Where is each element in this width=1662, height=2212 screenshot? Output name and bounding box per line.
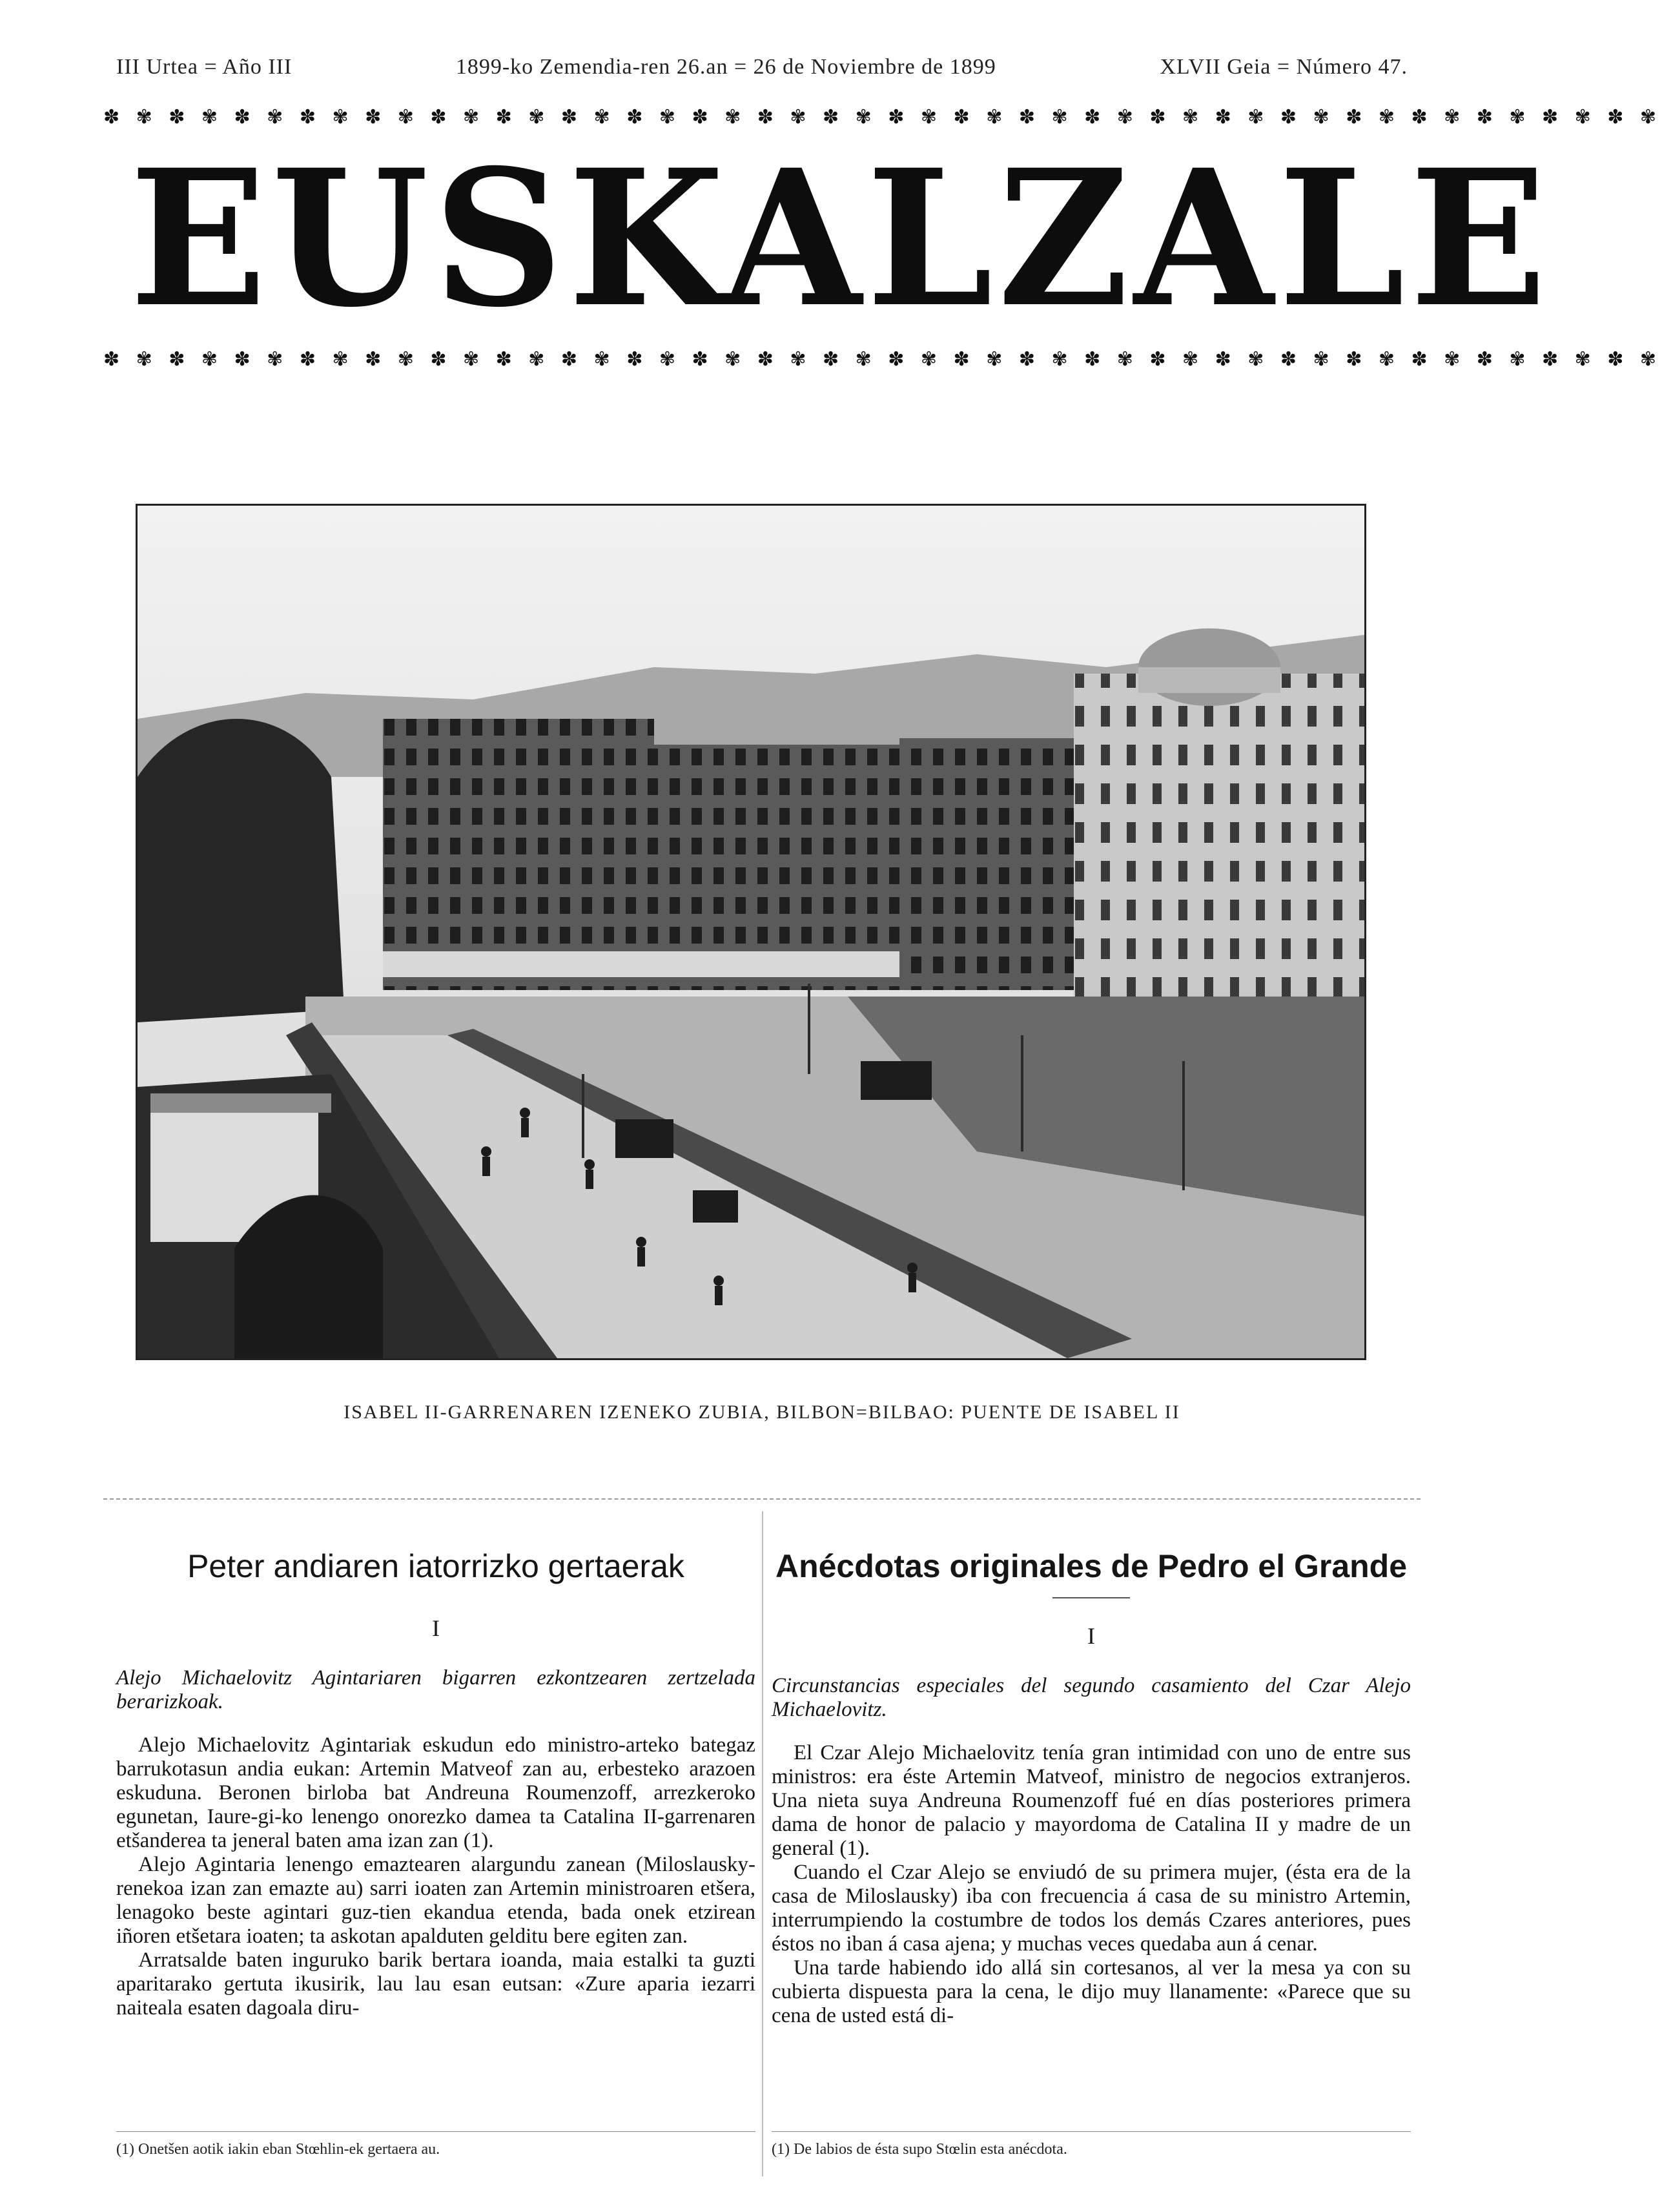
ornament-border-top: ✽ ✾ ✽ ✾ ✽ ✾ ✽ ✾ ✽ ✾ ✽ ✾ ✽ ✾ ✽ ✾ ✽ ✾ ✽ ✾ ✽ ✾ ✽ ✾ ✽ ✾ ✽ ✾ ✽ ✾ ✽ ✾ ✽ ✾ ✽ ✾ ✽ ✾ ✽ ✾ ✽ ✾ ✽ ✾ ✽ ✾ ✽ ✾ bbox=[103, 107, 1662, 128]
column-divider bbox=[762, 1511, 763, 2176]
basque-paragraph: Alejo Agintaria lenengo emaztearen alargundu zanean (Miloslausky-renekoa izan zan emazte au) sarri ioaten zan Artemin ministroaren etšera, lenagoko beste agintari guz-tien ekandua etenda, bada onek etzirean iñoren etšetara ioaten; ta askotan apalduten gelditu bere egiten zan. bbox=[116, 1853, 755, 1948]
spanish-paragraph: Cuando el Czar Alejo se enviudó de su primera mujer, (ésta era de la casa de Miloslausky) iba con frecuencia á casa de su ministro Artemin, interrumpiendo la costumbre de todos los demás Czares anteriores, pues éstos no iban á casa ajena; y muchas veces quedaba aun á cenar. bbox=[772, 1861, 1411, 1956]
section-divider bbox=[103, 1498, 1421, 1500]
photo-caption: ISABEL II-GARRENAREN IZENEKO ZUBIA, BILBON=BILBAO: PUENTE DE ISABEL II bbox=[344, 1401, 1180, 1423]
basque-subtitle: Alejo Michaelovitz Agintariaren bigarren ezkontzearen zertzelada berarizkoak. bbox=[116, 1666, 755, 1713]
bridge-photograph bbox=[136, 504, 1366, 1360]
bridge-photo-illustration bbox=[138, 506, 1364, 1358]
ornament-border-bottom: ✽ ✾ ✽ ✾ ✽ ✾ ✽ ✾ ✽ ✾ ✽ ✾ ✽ ✾ ✽ ✾ ✽ ✾ ✽ ✾ ✽ ✾ ✽ ✾ ✽ ✾ ✽ ✾ ✽ ✾ ✽ ✾ ✽ ✾ ✽ ✾ ✽ ✾ ✽ ✾ ✽ ✾ ✽ ✾ ✽ ✾ ✽ ✾ bbox=[103, 349, 1662, 370]
spanish-paragraph: El Czar Alejo Michaelovitz tenía gran intimidad con uno de entre sus ministros: era éste Artemin Matveof, ministro de negocios extranjeros. Una nieta suya Andreuna Roumenzoff fué en días posteriores primera dama de honor de palacio y mayordoma de Catalina II y madre de un general (1). bbox=[772, 1741, 1411, 1860]
header-number: XLVII Geia = Número 47. bbox=[1160, 55, 1408, 79]
basque-paragraph: Arratsalde baten inguruko barik bertara ioanda, maia estalki ta guzti aparitarako gertuta ikusirik, lau lau esan eutsan: «Zure aparia iezarri naiteala esaten dagoala diru- bbox=[116, 1948, 755, 2020]
basque-section-number: I bbox=[432, 1615, 440, 1641]
spanish-article-title: Anécdotas originales de Pedro el Grande bbox=[775, 1548, 1408, 1584]
basque-article-title: Peter andiaren iatorrizko gertaerak bbox=[187, 1548, 684, 1584]
header-date: 1899-ko Zemendia-ren 26.an = 26 de Noviembre de 1899 bbox=[455, 55, 996, 79]
spanish-section-number: I bbox=[1087, 1623, 1095, 1649]
spanish-column bbox=[772, 1547, 1411, 2028]
basque-paragraph: Alejo Michaelovitz Agintariak eskudun edo ministro-arteko bategaz barrukotasun andia eukan: Artemin Matveof zan au, erbesteko arazoen eskuduna. Beronen birloba bat Andreuna Roumenzoff, arrezkeroko egunetan, Iaure-gi-ko lenengo onorezko damea ta Catalina II-garrenaren etšanderea ta jeneral baten ama izan zan (1). bbox=[116, 1733, 755, 1852]
basque-column bbox=[116, 1547, 755, 2020]
spanish-paragraph: Una tarde habiendo ido allá sin cortesanos, al ver la mesa ya con su cubierta dispuesta para la cena, le dijo muy llanamente: «Parece que su cena de usted está di- bbox=[772, 1956, 1411, 2027]
spanish-subtitle: Circunstancias especiales del segundo casamiento del Czar Alejo Michaelovitz. bbox=[772, 1674, 1411, 1721]
issue-header bbox=[116, 55, 1408, 79]
header-year: III Urtea = Año III bbox=[116, 55, 292, 79]
masthead-title: EUSKALZALE bbox=[129, 129, 1552, 349]
title-underline bbox=[1052, 1597, 1130, 1598]
basque-footnote: (1) Onetšen aotik iakin eban Stœhlin-ek gertaera au. bbox=[116, 2131, 755, 2158]
spanish-footnote: (1) De labios de ésta supo Stœlin esta anécdota. bbox=[772, 2131, 1411, 2158]
